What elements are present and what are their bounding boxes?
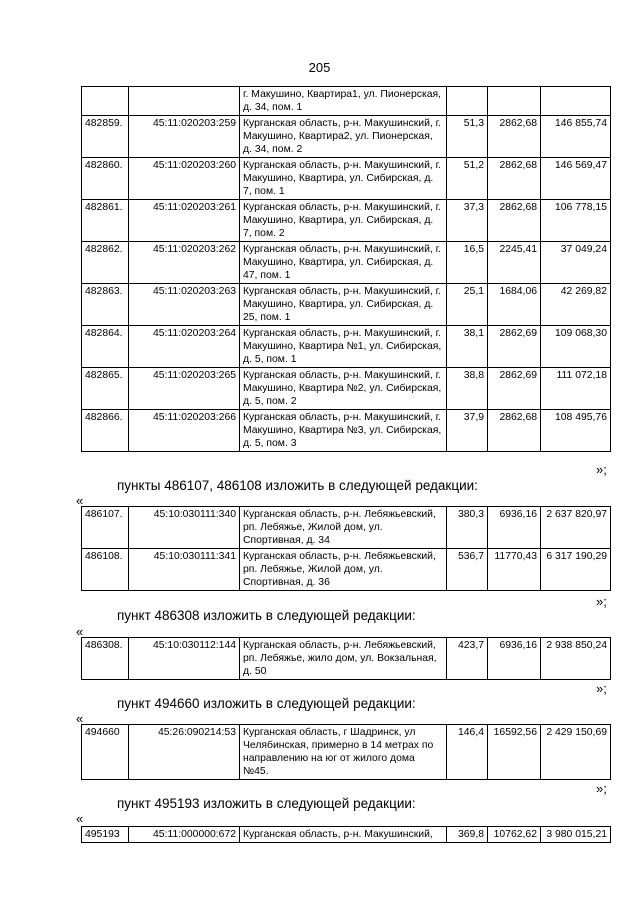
item-number-cell: 482863. [82, 284, 129, 326]
cadastral-number-cell: 45:10:030112:144 [129, 638, 240, 680]
address-cell: Курганская область, р-н. Макушинский, г. Макушино, Квартира №1, ул. Сибирская, д. 5, пом. 1 [240, 326, 447, 368]
address-cell: Курганская область, р-н. Лебяжьевский, рп. Лебяжье, Жилой дом, ул. Спортивная, д. 34 [240, 507, 447, 549]
rate-cell: 2862,69 [488, 326, 541, 368]
cadastral-value-cell: 3 980 015,21 [541, 827, 611, 843]
page-number: 205 [308, 60, 331, 75]
closing-quote: »; [596, 681, 607, 696]
registry-table-4 [81, 724, 611, 780]
cadastral-value-cell: 2 637 820,97 [541, 507, 611, 549]
area-cell: 423,7 [447, 638, 488, 680]
address-cell: г. Макушино, Квартира1, ул. Пионерская, д. 34, пом. 1 [240, 87, 447, 116]
cadastral-number-cell: 45:11:020203:266 [129, 410, 240, 452]
address-cell: Курганская область, р-н. Макушинский, г. Макушино, Квартира, ул. Сибирская, д. 7, пом. 2 [240, 200, 447, 242]
cadastral-number-cell: 45:11:020203:259 [129, 116, 240, 158]
cadastral-value-cell: 108 495,76 [541, 410, 611, 452]
address-cell: Курганская область, р-н. Макушинский, г. Макушино, Квартира №2, ул. Сибирская, д. 5, пом. 2 [240, 368, 447, 410]
table-row [82, 158, 611, 200]
rate-cell: 2862,68 [488, 200, 541, 242]
address-cell: Курганская область, р-н. Лебяжьевский, рп. Лебяжье, жило дом, ул. Вокзальная, д. 50 [240, 638, 447, 680]
rate-cell: 16592,56 [488, 725, 541, 780]
registry-table-1 [81, 86, 611, 452]
registry-table-2 [81, 506, 611, 591]
cadastral-value-cell: 42 269,82 [541, 284, 611, 326]
rate-cell: 1684,06 [488, 284, 541, 326]
address-cell: Курганская область, р-н. Макушинский, г. Макушино, Квартира, ул. Сибирская, д. 7, пом. 1 [240, 158, 447, 200]
rate-cell: 2245,41 [488, 242, 541, 284]
item-number-cell: 494660 [82, 725, 129, 780]
rate-cell: 6936,16 [488, 638, 541, 680]
area-cell: 38,8 [447, 368, 488, 410]
area-cell: 16,5 [447, 242, 488, 284]
cadastral-number-cell: 45:10:030111:341 [129, 549, 240, 591]
area-cell: 38,1 [447, 326, 488, 368]
table-row [82, 242, 611, 284]
closing-quote: »; [596, 462, 607, 477]
cadastral-number-cell: 45:11:020203:263 [129, 284, 240, 326]
closing-quote: »; [596, 594, 607, 609]
area-cell: 536,7 [447, 549, 488, 591]
instruction-text: пункт 495193 изложить в следующей редакции: [117, 796, 416, 811]
cadastral-value-cell: 106 778,15 [541, 200, 611, 242]
item-number-cell: 486108. [82, 549, 129, 591]
rate-cell: 2862,68 [488, 410, 541, 452]
address-cell: Курганская область, р-н. Макушинский, г. Макушино, Квартира №3, ул. Сибирская, д. 5, пом. 3 [240, 410, 447, 452]
address-cell: Курганская область, р-н. Макушинский, [240, 827, 447, 843]
cadastral-value-cell: 37 049,24 [541, 242, 611, 284]
closing-quote: »; [596, 781, 607, 796]
cadastral-value-cell [541, 87, 611, 116]
cadastral-number-cell: 45:26:090214:53 [129, 725, 240, 780]
item-number-cell: 482860. [82, 158, 129, 200]
table-row [82, 549, 611, 591]
area-cell: 380,3 [447, 507, 488, 549]
rate-cell: 11770,43 [488, 549, 541, 591]
cadastral-number-cell: 45:11:020203:264 [129, 326, 240, 368]
area-cell: 37,9 [447, 410, 488, 452]
registry-table-5 [81, 826, 611, 843]
cadastral-value-cell: 146 569,47 [541, 158, 611, 200]
rate-cell: 10762,62 [488, 827, 541, 843]
instruction-text: пункты 486107, 486108 изложить в следующей редакции: [117, 478, 478, 493]
rate-cell [488, 87, 541, 116]
table-row [82, 87, 611, 116]
item-number-cell: 495193 [82, 827, 129, 843]
cadastral-number-cell: 45:11:020203:260 [129, 158, 240, 200]
cadastral-number-cell: 45:11:020203:262 [129, 242, 240, 284]
cadastral-number-cell: 45:11:000000:672 [129, 827, 240, 843]
opening-quote: « [76, 711, 84, 726]
table-row [82, 507, 611, 549]
opening-quote: « [76, 493, 84, 508]
area-cell: 51,2 [447, 158, 488, 200]
cadastral-value-cell: 109 068,30 [541, 326, 611, 368]
instruction-text: пункт 494660 изложить в следующей редакции: [117, 696, 416, 711]
item-number-cell: 486107. [82, 507, 129, 549]
cadastral-value-cell: 6 317 190,29 [541, 549, 611, 591]
area-cell: 369,8 [447, 827, 488, 843]
address-cell: Курганская область, р-н. Макушинский, г. Макушино, Квартира, ул. Сибирская, д. 25, пом. 1 [240, 284, 447, 326]
cadastral-value-cell: 2 938 850,24 [541, 638, 611, 680]
table-row [82, 725, 611, 780]
area-cell: 51,3 [447, 116, 488, 158]
table-row [82, 368, 611, 410]
area-cell [447, 87, 488, 116]
rate-cell: 2862,69 [488, 368, 541, 410]
table-row [82, 827, 611, 843]
item-number-cell: 482866. [82, 410, 129, 452]
cadastral-value-cell: 111 072,18 [541, 368, 611, 410]
address-cell: Курганская область, р-н. Макушинский, г. Макушино, Квартира, ул. Сибирская, д. 47, пом. 1 [240, 242, 447, 284]
item-number-cell [82, 87, 129, 116]
table-row [82, 326, 611, 368]
item-number-cell: 482864. [82, 326, 129, 368]
table-row [82, 284, 611, 326]
instruction-text: пункт 486308 изложить в следующей редакции: [117, 608, 416, 623]
opening-quote: « [76, 811, 84, 826]
table-row [82, 200, 611, 242]
cadastral-value-cell: 146 855,74 [541, 116, 611, 158]
area-cell: 146,4 [447, 725, 488, 780]
cadastral-number-cell: 45:10:030111:340 [129, 507, 240, 549]
rate-cell: 6936,16 [488, 507, 541, 549]
table-row [82, 116, 611, 158]
rate-cell: 2862,68 [488, 158, 541, 200]
opening-quote: « [76, 624, 84, 639]
address-cell: Курганская область, р-н. Лебяжьевский, рп. Лебяжье, Жилой дом, ул. Спортивная, д. 36 [240, 549, 447, 591]
area-cell: 25,1 [447, 284, 488, 326]
item-number-cell: 486308. [82, 638, 129, 680]
area-cell: 37,3 [447, 200, 488, 242]
cadastral-number-cell: 45:11:020203:261 [129, 200, 240, 242]
cadastral-value-cell: 2 429 150,69 [541, 725, 611, 780]
table-row [82, 638, 611, 680]
cadastral-number-cell: 45:11:020203:265 [129, 368, 240, 410]
address-cell: Курганская область, р-н. Макушинский, г. Макушино, Квартира2, ул. Пионерская, д. 34, пом. 2 [240, 116, 447, 158]
item-number-cell: 482859. [82, 116, 129, 158]
rate-cell: 2862,68 [488, 116, 541, 158]
item-number-cell: 482862. [82, 242, 129, 284]
registry-table-3 [81, 637, 611, 680]
item-number-cell: 482865. [82, 368, 129, 410]
item-number-cell: 482861. [82, 200, 129, 242]
cadastral-number-cell [129, 87, 240, 116]
address-cell: Курганская область, г Шадринск, ул Челябинская, примерно в 14 метрах по направлению на юг от жилого дома №45. [240, 725, 447, 780]
table-row [82, 410, 611, 452]
